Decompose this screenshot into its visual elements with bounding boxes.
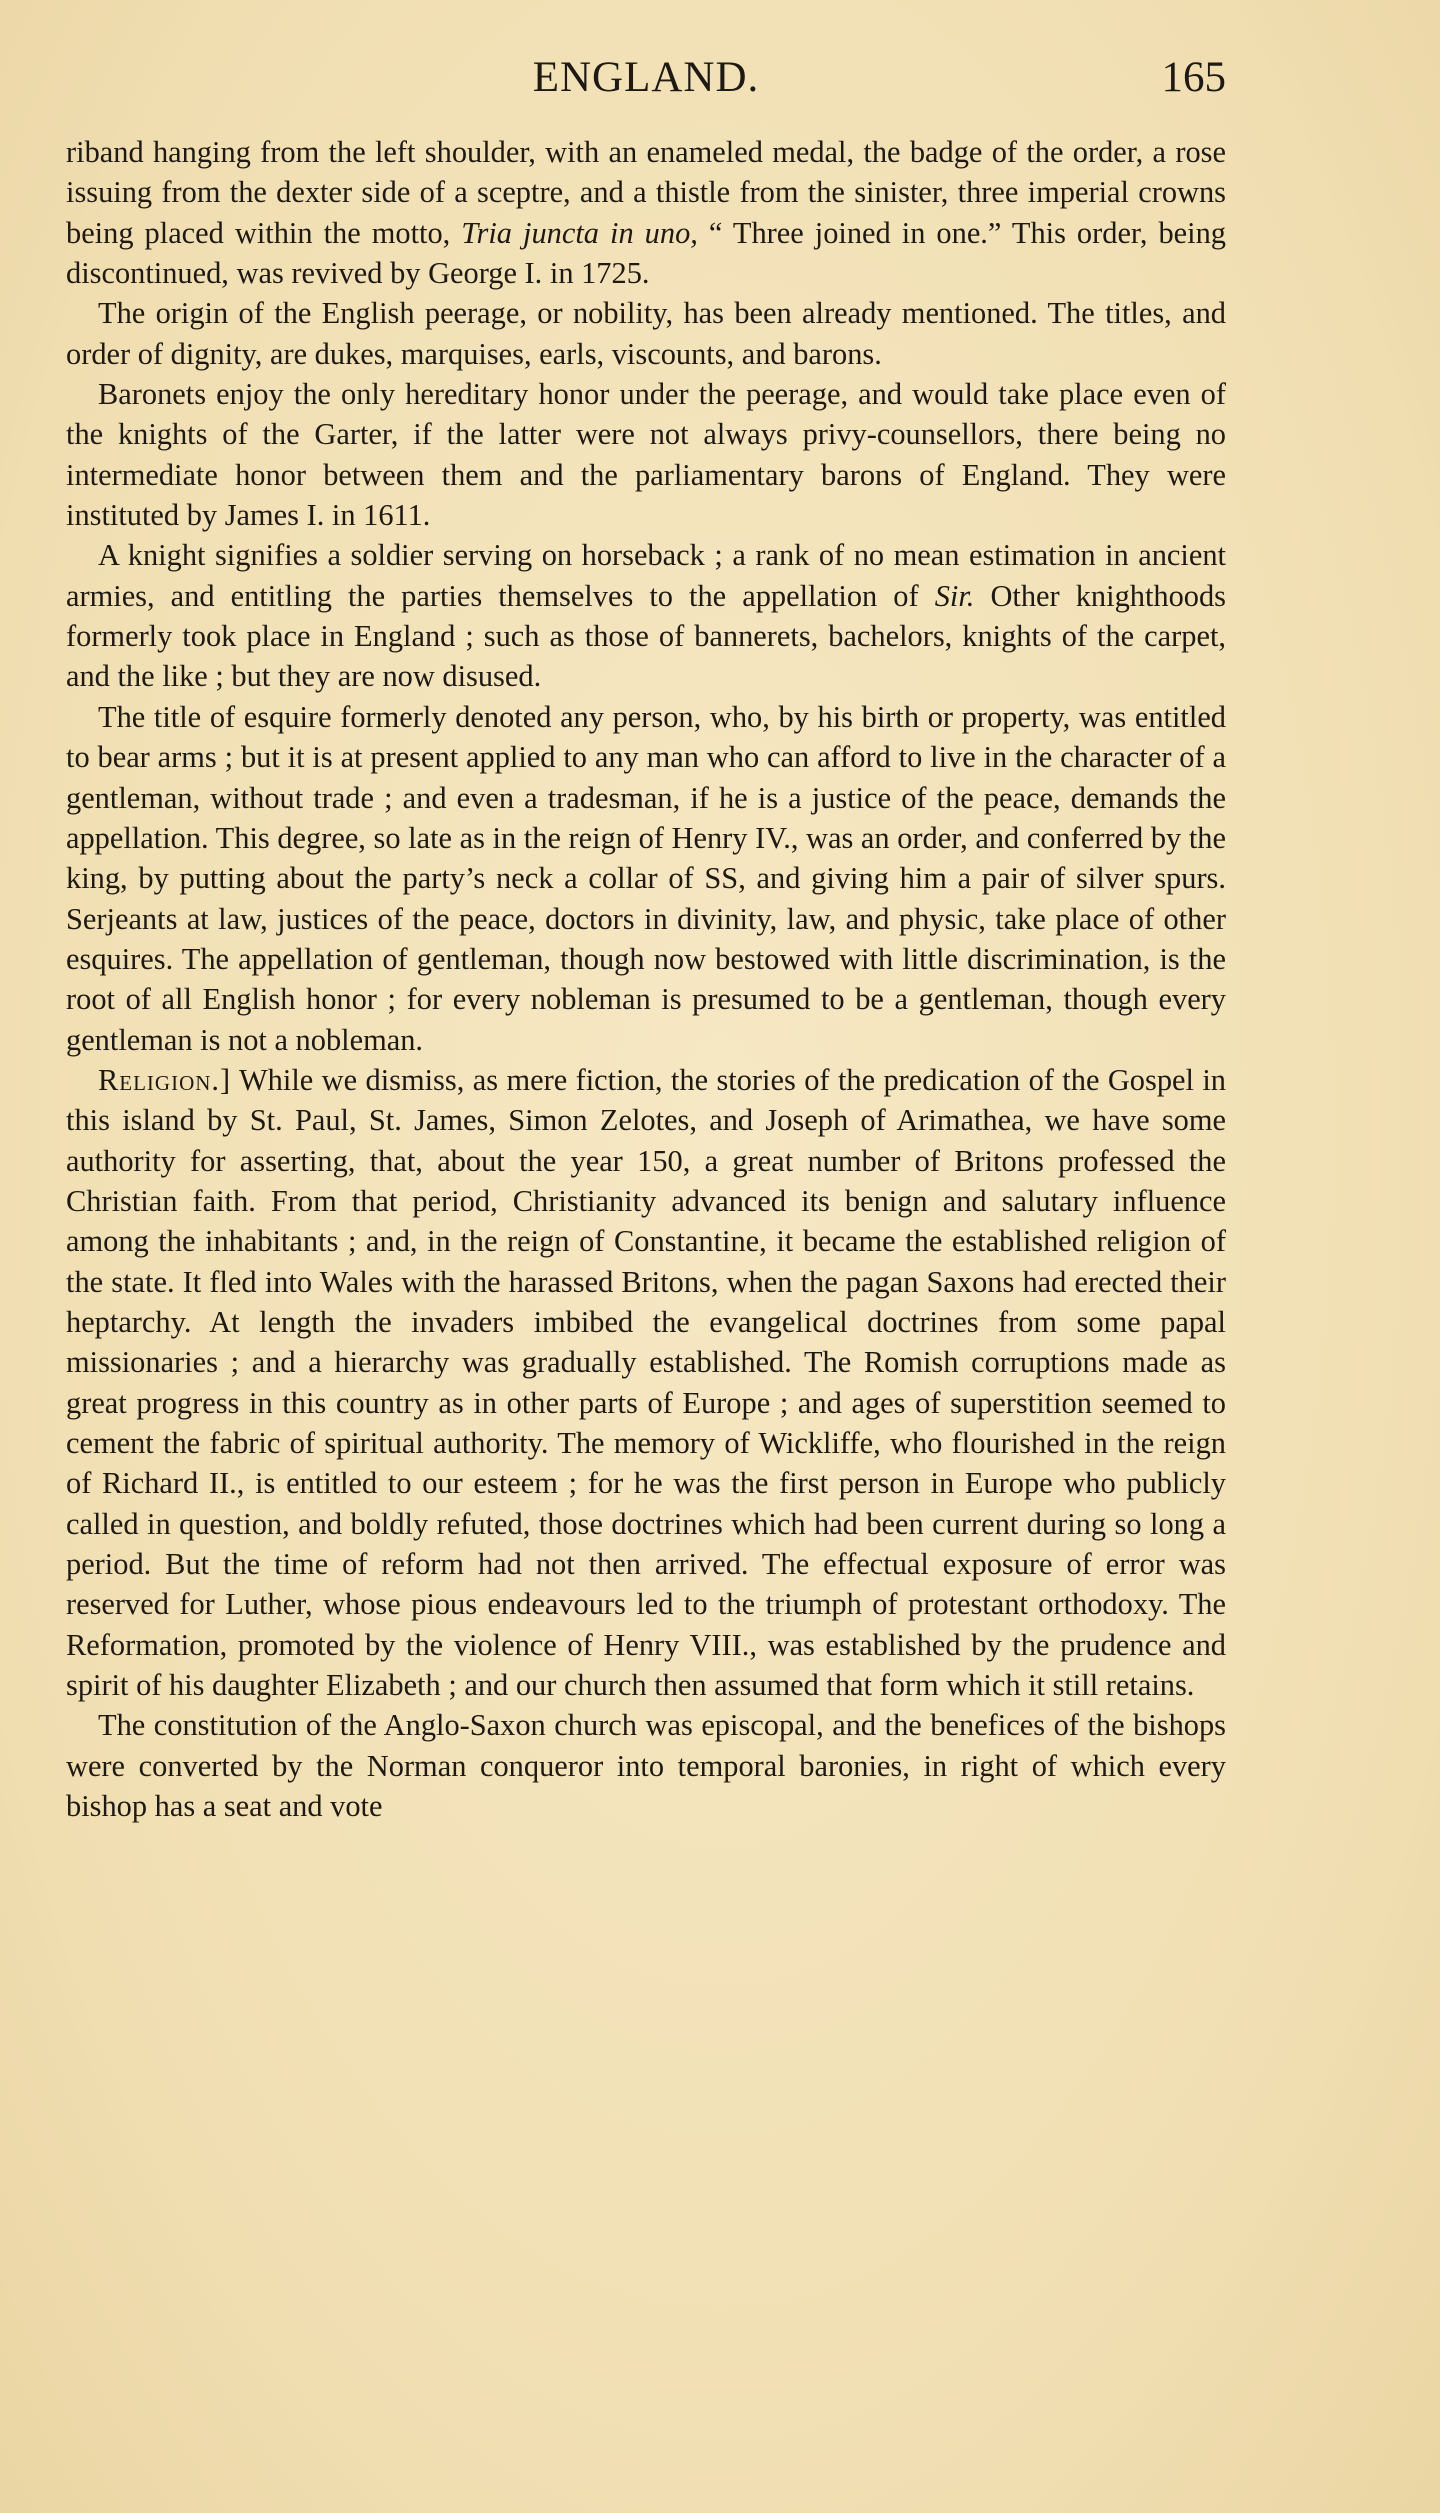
text-run: While we dismiss, as mere fiction, the stories of the predication of the Gospel in this island by St. Paul, St. James, Simon Zelotes, and Joseph of Arimathea, we have some authority for asserting, that, about the year 150, a great number of Britons professed the Christian faith. From that period, Christianity advanced its benign and salutary influence among the inhabitants ; and, in the reign of Constantine, it became the established religion of the state. It fled into Wales with the harassed Britons, when the pagan Saxons had erected their heptarchy. At length the invaders imbibed the evangelical doctrines from some papal missionaries ; and a hierarchy was gradually established. The Romish corruptions made as great progress in this country as in other parts of Europe ; and ages of superstition seemed to cement the fabric of spiritual authority. The memory of Wickliffe, who flourished in the reign of Richard II., is entitled to our esteem ; for he was the first person in Europe who publicly called in question, and boldly refuted, those doctrines which had been current during so long a period. But the time of reform had not then arrived. The effectual exposure of error was reserved for Luther, whose pious endeavours led to the triumph of protestant orthodoxy. The Reformation, promoted by the violence of Henry VIII., was established by the prudence and spirit of his daughter Elizabeth ; and our church then assumed that form which it still retains.	[66, 1062, 1226, 1703]
text-run: riband hanging from the left shoulder, with an enameled medal, the badge of the order, a rose issuing from the dexter side of a sceptre, and a thistle from the sinister, three imperial crowns being placed within the motto,	[66, 135, 1226, 250]
paragraph-baronets: Baronets enjoy the only hereditary honor under the peerage, and would take place even of the knights of the Garter, if the latter were not always privy-counsellors, there being no intermediate honor between them and the parliamentary barons of England. They were instituted by James I. in 1611.	[66, 377, 1226, 533]
text-run: Other knighthoods formerly took place in England ; such as those of bannerets, bachelors, knights of the carpet, and the like ; but they are now disused.	[66, 578, 1227, 694]
body-text	[66, 132, 1226, 1826]
running-title: ENGLAND.	[532, 54, 760, 101]
section-heading-religion: Religion.]	[98, 1062, 232, 1097]
paragraph-esquire: The title of esquire formerly denoted any person, who, by his birth or property, was entitled to bear arms ; but it is at present applied to any man who can afford to live in the character of a gentleman, without trade ; and even a tradesman, if he is a justice of the peace, demands the appellation. This degree, so late as in the reign of Henry IV., was an order, and conferred by the king, by putting about the party’s neck a collar of SS, and giving him a pair of silver spurs. Serjeants at law, justices of the peace, doctors in divinity, law, and physic, take place of other esquires. The appellation of gentleman, though now bestowed with little discrimination, is the root of all English honor ; for every nobleman is presumed to be a gentleman, though every gentleman is not a nobleman.	[66, 699, 1226, 1057]
paragraph-religion	[66, 1060, 1226, 1706]
page-header	[66, 52, 1226, 104]
paragraph-garter-order	[66, 132, 1226, 293]
paragraph-church-constitution: The constitution of the Anglo-Saxon church was episcopal, and the benefices of the bishops were converted by the Norman conqueror into temporal baronies, in right of which every bishop has a seat and vote	[66, 1708, 1226, 1824]
text-run: A knight signifies a soldier serving on horseback ; a rank of no mean estimation in ancient armies, and entitling the parties themselves to the appellation of	[66, 538, 1226, 613]
paragraph-knights	[66, 535, 1226, 696]
sir-title: Sir.	[934, 578, 975, 613]
paragraph-peerage: The origin of the English peerage, or nobility, has been already mentioned. The titles, and order of dignity, are dukes, marquises, earls, viscounts, and barons.	[66, 296, 1226, 371]
text-run: “ Three joined in one.” This order, being discontinued, was revived by George I. in 1725.	[66, 215, 1226, 291]
page-number: 165	[1161, 54, 1226, 101]
motto-text: Tria juncta in uno,	[461, 215, 698, 250]
